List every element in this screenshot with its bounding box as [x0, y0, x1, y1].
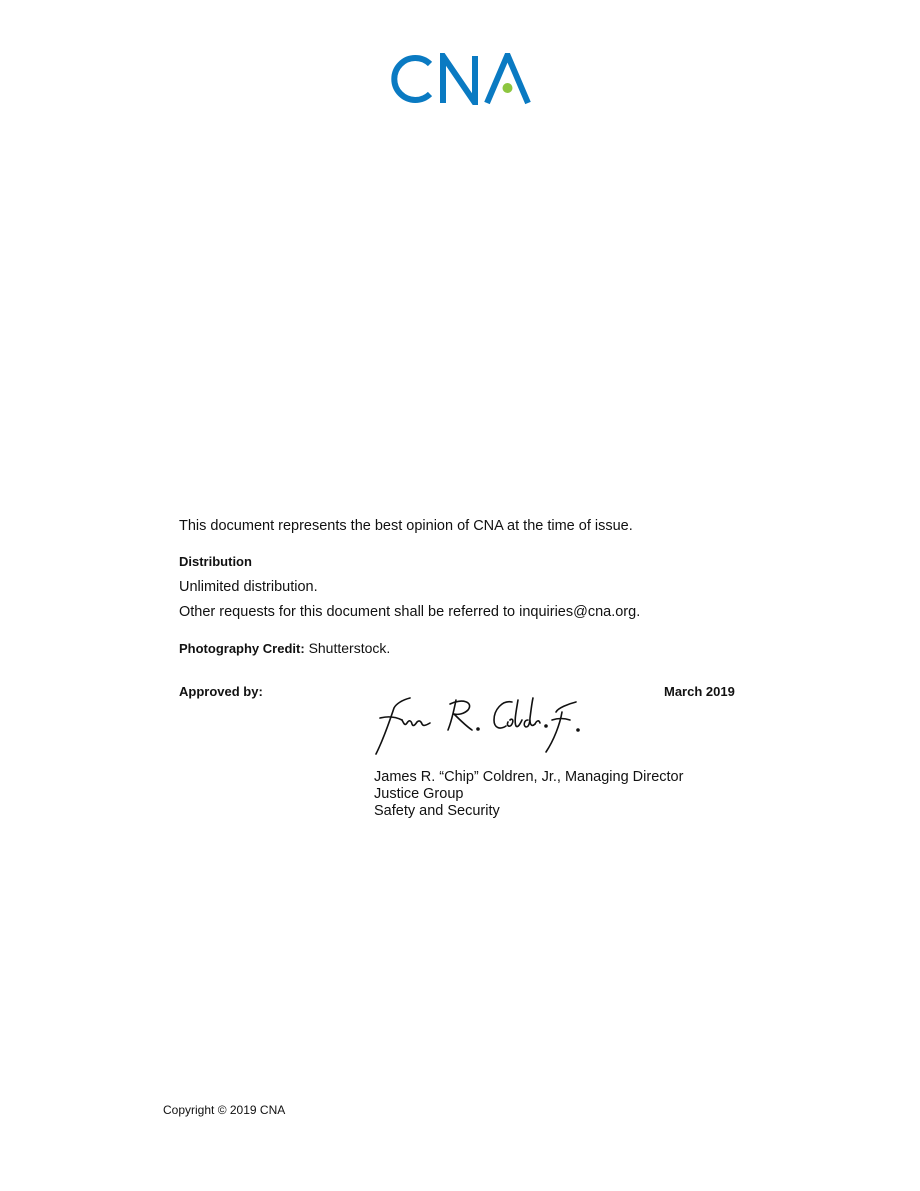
- photography-credit: [179, 639, 390, 658]
- signer-name: James R. “Chip” Coldren, Jr., Managing Director: [374, 769, 684, 785]
- handwritten-signature: [372, 690, 597, 760]
- logo-dot: [503, 83, 513, 93]
- signer-block: [374, 769, 683, 820]
- approval-date: March 2019: [664, 684, 735, 699]
- distribution-heading: Distribution: [179, 554, 252, 569]
- signer-division: Safety and Security: [374, 803, 500, 819]
- approved-by-label: Approved by:: [179, 684, 263, 699]
- logo-letter-n: [443, 56, 475, 103]
- copyright-notice: Copyright © 2019 CNA: [163, 1103, 286, 1117]
- logo-letter-c: [394, 58, 430, 100]
- distribution-requests-text: Other requests for this document shall be referred to inquiries@cna.org.: [179, 604, 641, 620]
- signer-group: Justice Group: [374, 786, 464, 802]
- logo-letter-a: [487, 55, 528, 103]
- photography-credit-label: Photography Credit:: [179, 641, 305, 656]
- document-statement: This document represents the best opinion of CNA at the time of issue.: [179, 518, 633, 534]
- distribution-text: Unlimited distribution.: [179, 579, 318, 595]
- photography-credit-value: Shutterstock.: [308, 640, 391, 656]
- cna-logo: [389, 53, 531, 105]
